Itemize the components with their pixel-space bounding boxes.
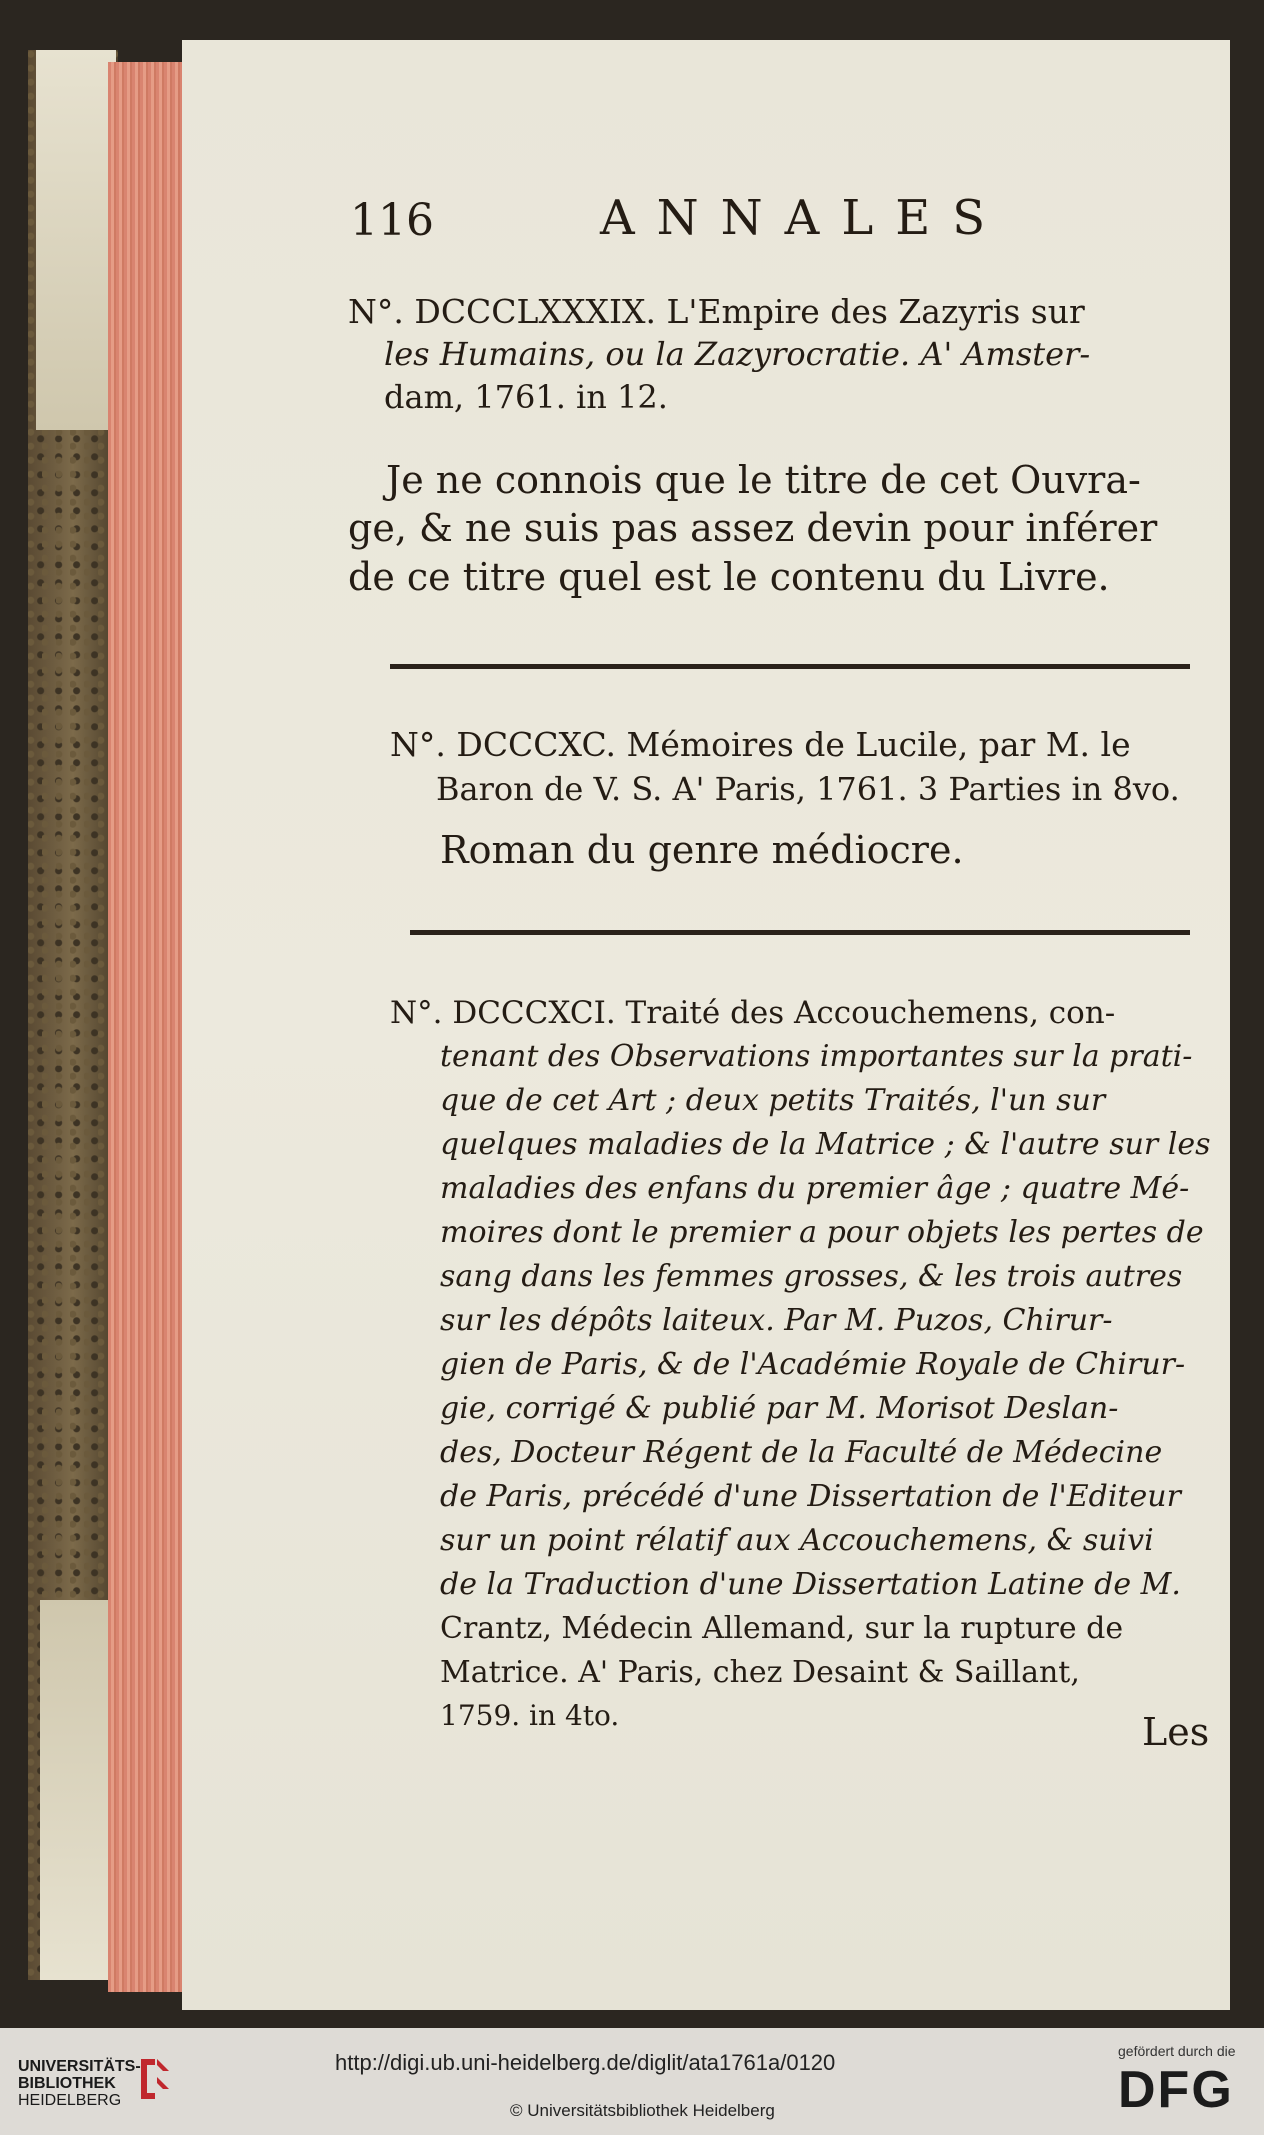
running-head: ANNALES bbox=[600, 190, 1008, 246]
comment-line: ge, & ne suis pas assez devin pour inférer bbox=[348, 506, 1158, 550]
entry-line: sur un point rélatif aux Accouchemens, & suivi bbox=[440, 1523, 1154, 1558]
library-name-line: BIBLIOTHEK bbox=[18, 2075, 116, 2092]
funding-note: gefördert durch die bbox=[1118, 2043, 1236, 2059]
dfg-logo: DFG bbox=[1118, 2061, 1234, 2119]
page-edges bbox=[108, 62, 186, 1992]
entry-line: maladies des enfans du premier âge ; quatre Mé- bbox=[440, 1171, 1190, 1206]
entry-line: moires dont le premier a pour objets les pertes de bbox=[440, 1215, 1204, 1250]
entry-line: les Humains, ou la Zazyrocratie. A' Amster- bbox=[384, 335, 1091, 373]
comment-line: Roman du genre médiocre. bbox=[440, 828, 964, 872]
entry-line: gien de Paris, & de l'Académie Royale de Chirur- bbox=[440, 1347, 1186, 1382]
entry-line: N°. DCCCXC. Mémoires de Lucile, par M. le bbox=[390, 725, 1131, 764]
copyright-notice: © Universitätsbibliothek Heidelberg bbox=[510, 2101, 775, 2120]
entry-line: que de cet Art ; deux petits Traités, l'un sur bbox=[440, 1083, 1106, 1118]
library-name-line: HEIDELBERG bbox=[18, 2092, 122, 2109]
page-number: 116 bbox=[350, 195, 434, 246]
entry-line: sur les dépôts laiteux. Par M. Puzos, Chirur- bbox=[440, 1303, 1113, 1338]
permalink-url[interactable]: http://digi.ub.uni-heidelberg.de/diglit/ata1761a/0120 bbox=[335, 2050, 836, 2075]
entry-line: de Paris, précédé d'une Dissertation de l'Editeur bbox=[440, 1479, 1181, 1514]
divider-rule bbox=[410, 930, 1190, 935]
entry-line: Crantz, Médecin Allemand, sur la rupture de bbox=[440, 1611, 1124, 1646]
catchword: Les bbox=[1142, 1710, 1210, 1754]
library-logo-icon bbox=[137, 2057, 173, 2101]
entry-line: tenant des Observations importantes sur la prati- bbox=[440, 1039, 1193, 1074]
entry-line: gie, corrigé & publié par M. Morisot Deslan- bbox=[440, 1391, 1119, 1426]
entry-line: sang dans les femmes grosses, & les trois autres bbox=[440, 1259, 1183, 1294]
divider-rule bbox=[390, 664, 1190, 669]
comment-line: Je ne connois que le titre de cet Ouvra- bbox=[386, 458, 1141, 502]
entry-line: N°. DCCCXCI. Traité des Accouchemens, con- bbox=[390, 995, 1116, 1031]
entry-line: Baron de V. S. A' Paris, 1761. 3 Parties in 8vo. bbox=[436, 770, 1180, 808]
library-name-line: UNIVERSITÄTS- bbox=[18, 2058, 141, 2075]
entry-line: quelques maladies de la Matrice ; & l'autre sur les bbox=[440, 1127, 1211, 1162]
entry-line: des, Docteur Régent de la Faculté de Médecine bbox=[440, 1435, 1163, 1470]
entry-line: de la Traduction d'une Dissertation Latine de M. bbox=[440, 1567, 1181, 1602]
entry-line: dam, 1761. in 12. bbox=[384, 378, 668, 416]
vellum-corner-top bbox=[36, 50, 116, 430]
comment-line: de ce titre quel est le contenu du Livre. bbox=[348, 555, 1110, 599]
vellum-corner-bottom bbox=[40, 1600, 115, 1980]
entry-line: Matrice. A' Paris, chez Desaint & Saillant, bbox=[440, 1655, 1080, 1690]
entry-line: N°. DCCCLXXXIX. L'Empire des Zazyris sur bbox=[348, 292, 1085, 331]
library-name bbox=[18, 2058, 141, 2109]
entry-line: 1759. in 4to. bbox=[440, 1699, 620, 1732]
